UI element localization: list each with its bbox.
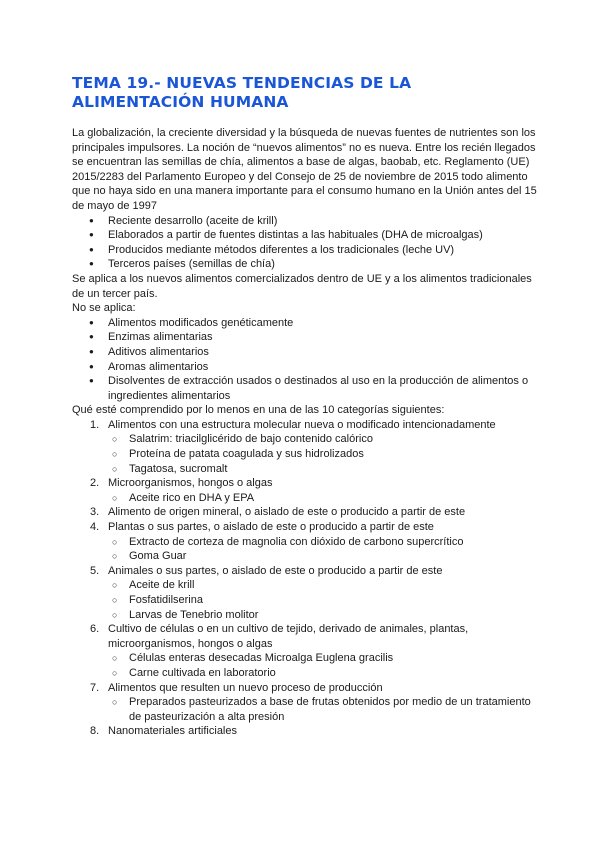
list-item: ● Aromas alimentarios	[72, 360, 542, 375]
document-body	[72, 126, 542, 739]
sub-item: ○ Tagatosa, sucromalt	[72, 462, 542, 477]
category-item	[72, 418, 542, 433]
page-title: TEMA 19.- NUEVAS TENDENCIAS DE LA ALIMENTACIÓN HUMANA	[72, 74, 412, 111]
category-text: Plantas o sus partes, o aislado de este o producido a partir de este	[108, 521, 434, 534]
sub-item: ○ Salatrim: triacilglicérido de bajo contenido calórico	[72, 432, 542, 447]
sub-item: ○ Aceite de krill	[72, 578, 542, 593]
category-text: Alimentos que resulten un nuevo proceso de producción	[108, 681, 383, 694]
category-text: Cultivo de células o en un cultivo de tejido, derivado de animales, plantas, microorganismos, hongos o algas	[108, 623, 469, 650]
novel-food-types-list	[72, 214, 542, 272]
exclusions-list	[72, 316, 542, 404]
category-item	[72, 520, 542, 535]
category-number: 4.	[90, 521, 100, 534]
list-item: ● Reciente desarrollo (aceite de krill)	[72, 214, 542, 229]
sub-item: ○ Goma Guar	[72, 549, 542, 564]
category-text: Animales o sus partes, o aislado de este o producido a partir de este	[108, 564, 443, 577]
intro-paragraph: La globalización, la creciente diversidad y la búsqueda de nuevas fuentes de nutrientes son los principales impulsores. La noción de “nuevos alimentos” no es nueva. Entre los recién llegados se encuentran las semillas de chía, alimentos a base de algas, baobab, etc. Reglamento (UE) 2015/2283 del Parlamento Europeo y del Consejo de 25 de noviembre de 2015 todo alimento que no haya sido en una manera importante para el consumo humano en la Unión antes del 15 de mayo de 1997	[72, 127, 537, 212]
list-item: ● Producidos mediante métodos diferentes a los tradicionales (leche UV)	[72, 243, 542, 258]
sub-item: ○ Carne cultivada en laboratorio	[72, 666, 542, 681]
category-number: 8.	[90, 725, 100, 738]
sub-item: ○ Fosfatidilserina	[72, 593, 542, 608]
list-item: ● Disolventes de extracción usados o destinados al uso en la producción de alimentos o ingredientes alimentarios	[72, 374, 542, 403]
category-number: 3.	[90, 506, 100, 519]
sub-item: ○ Proteína de patata coagulada y sus hidrolizados	[72, 447, 542, 462]
category-item	[72, 564, 542, 579]
category-item	[72, 724, 542, 739]
category-number: 1.	[90, 418, 100, 431]
scope-paragraph: Se aplica a los nuevos alimentos comercializados dentro de UE y a los alimentos tradicionales de un tercer país.	[72, 272, 532, 300]
list-item: ● Elaborados a partir de fuentes distintas a las habituales (DHA de microalgas)	[72, 228, 542, 243]
category-text: Microorganismos, hongos o algas	[108, 477, 273, 490]
category-number: 6.	[90, 623, 100, 636]
category-number: 5.	[90, 564, 100, 577]
sub-item: ○ Larvas de Tenebrio molitor	[72, 608, 542, 623]
category-item	[72, 681, 542, 696]
sub-item: ○ Extracto de corteza de magnolia con dióxido de carbono supercrítico	[72, 535, 542, 550]
categories-list	[72, 418, 542, 739]
category-item	[72, 476, 542, 491]
sub-item: ○ Células enteras desecadas Microalga Euglena gracilis	[72, 651, 542, 666]
category-number: 2.	[90, 477, 100, 490]
category-item	[72, 505, 542, 520]
list-item: ● Aditivos alimentarios	[72, 345, 542, 360]
list-item: ● Alimentos modificados genéticamente	[72, 316, 542, 331]
category-item	[72, 622, 542, 651]
sub-item: ○ Aceite rico en DHA y EPA	[72, 491, 542, 506]
categories-intro: Qué esté comprendido por lo menos en una de las 10 categorías siguientes:	[72, 404, 445, 417]
exclusions-label: No se aplica:	[72, 302, 136, 315]
category-text: Alimentos con una estructura molecular nueva o modificado intencionadamente	[108, 418, 496, 431]
sub-item: ○ Preparados pasteurizados a base de frutas obtenidos por medio de un tratamiento de pasteurización a alta presión	[72, 695, 542, 724]
category-text: Nanomateriales artificiales	[108, 725, 237, 738]
list-item: ● Terceros países (semillas de chía)	[72, 257, 542, 272]
list-item: ● Enzimas alimentarias	[72, 330, 542, 345]
category-number: 7.	[90, 681, 100, 694]
category-text: Alimento de origen mineral, o aislado de este o producido a partir de este	[108, 506, 466, 519]
